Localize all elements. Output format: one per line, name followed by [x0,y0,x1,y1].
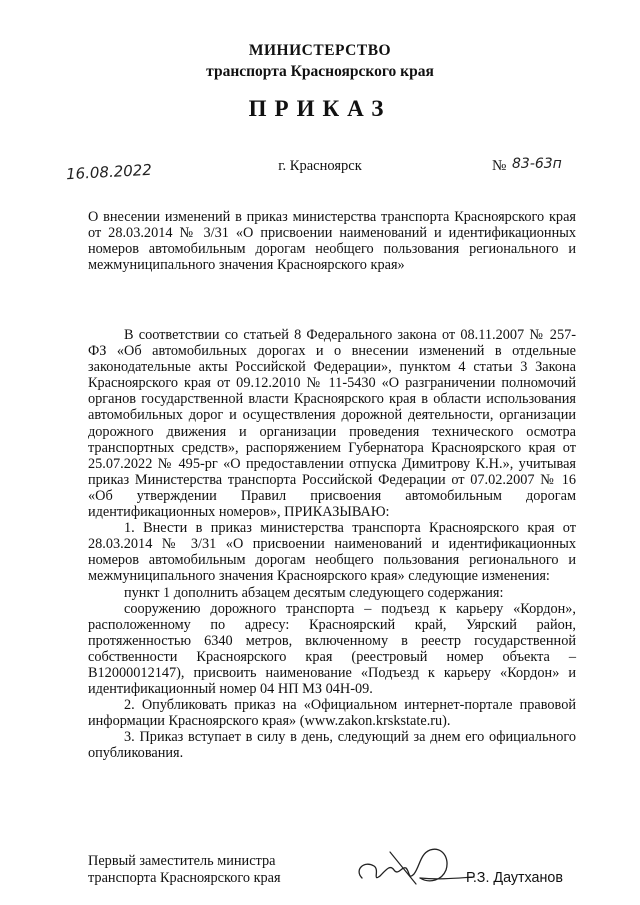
item-1-text: сооружению дорожного транспорта – подъезд к карьеру «Кордон», расположенному по адресу: Красноярский край, Уярский район, протяженностью 6340 метров, включенному в реестр государственной собственности Красноярского края (реестровый номер объекта – В12000012147), присвоить наименование «Подъезд к карьеру «Кордон» и идентификационный номер 04 НП МЗ 04Н-09. [88,600,576,698]
item-3: 3. Приказ вступает в силу в день, следующий за днем его официального опубликования. [88,729,576,762]
signer-position [88,853,281,887]
signer-position-line2: транспорта Красноярского края [88,870,281,886]
ministry-title: МИНИСТЕРСТВО [248,42,392,59]
handwritten-date: 16.08.2022 [65,160,153,184]
item-1: 1. Внести в приказ министерства транспорта Красноярского края от 28.03.2014 № 3/31 «О присвоении наименований и идентификационных номеров автомобильным дорогам необщего пользования регионального и межмуниципального значения Красноярского края» следующие изменения: [88,520,576,585]
ministry-subtitle: транспорта Красноярского края [206,63,434,80]
preamble: В соответствии со статьей 8 Федерального закона от 08.11.2007 № 257-ФЗ «Об автомобильных дорогах и о внесении изменений в отдельные законодательные акты Российской Федерации», пунктом 4 статьи 3 Закона Красноярского края от 09.12.2010 № 11-5430 «О разграничении полномочий органов государственной власти Красноярского края в области использования автомобильных дорог и осуществления дорожной деятельности, организации дорожного движения и организации проведения технического осмотра транспортных средств», распоряжением Губернатора Красноярского края от 25.07.2022 № 495-рг «О предоставлении отпуска Димитрову К.Н.», учитывая приказ Министерства транспорта Российской Федерации от 07.02.2007 № 16 «Об утверждении Правил присвоения автомобильным дорогам идентификационных номеров», ПРИКАЗЫВАЮ: [88,327,576,521]
item-2: 2. Опубликовать приказ на «Официальном интернет-портале правовой информации Красноярского края» (www.zakon.krskstate.ru). [88,697,576,730]
body-block [88,327,576,762]
item-1-subclause: пункт 1 дополнить абзацем десятым следующего содержания: [124,584,504,601]
subject-text: О внесении изменений в приказ министерства транспорта Красноярского края от 28.03.2014 № 3/31 «О присвоении наименований и идентификационных номеров автомобильным дорогам необщего пользования регионального и межмуниципального значения Красноярского края» [88,209,576,274]
signer-name: Р.З. Даутханов [466,870,563,886]
document-type: ПРИКАЗ [248,96,392,121]
city: г. Красноярск [278,158,362,174]
handwritten-number: 83-63п [512,156,562,172]
handwritten-signature [350,840,480,895]
subject-block [88,209,576,273]
signer-position-line1: Первый заместитель министра [88,853,276,869]
number-label: № [492,158,507,174]
